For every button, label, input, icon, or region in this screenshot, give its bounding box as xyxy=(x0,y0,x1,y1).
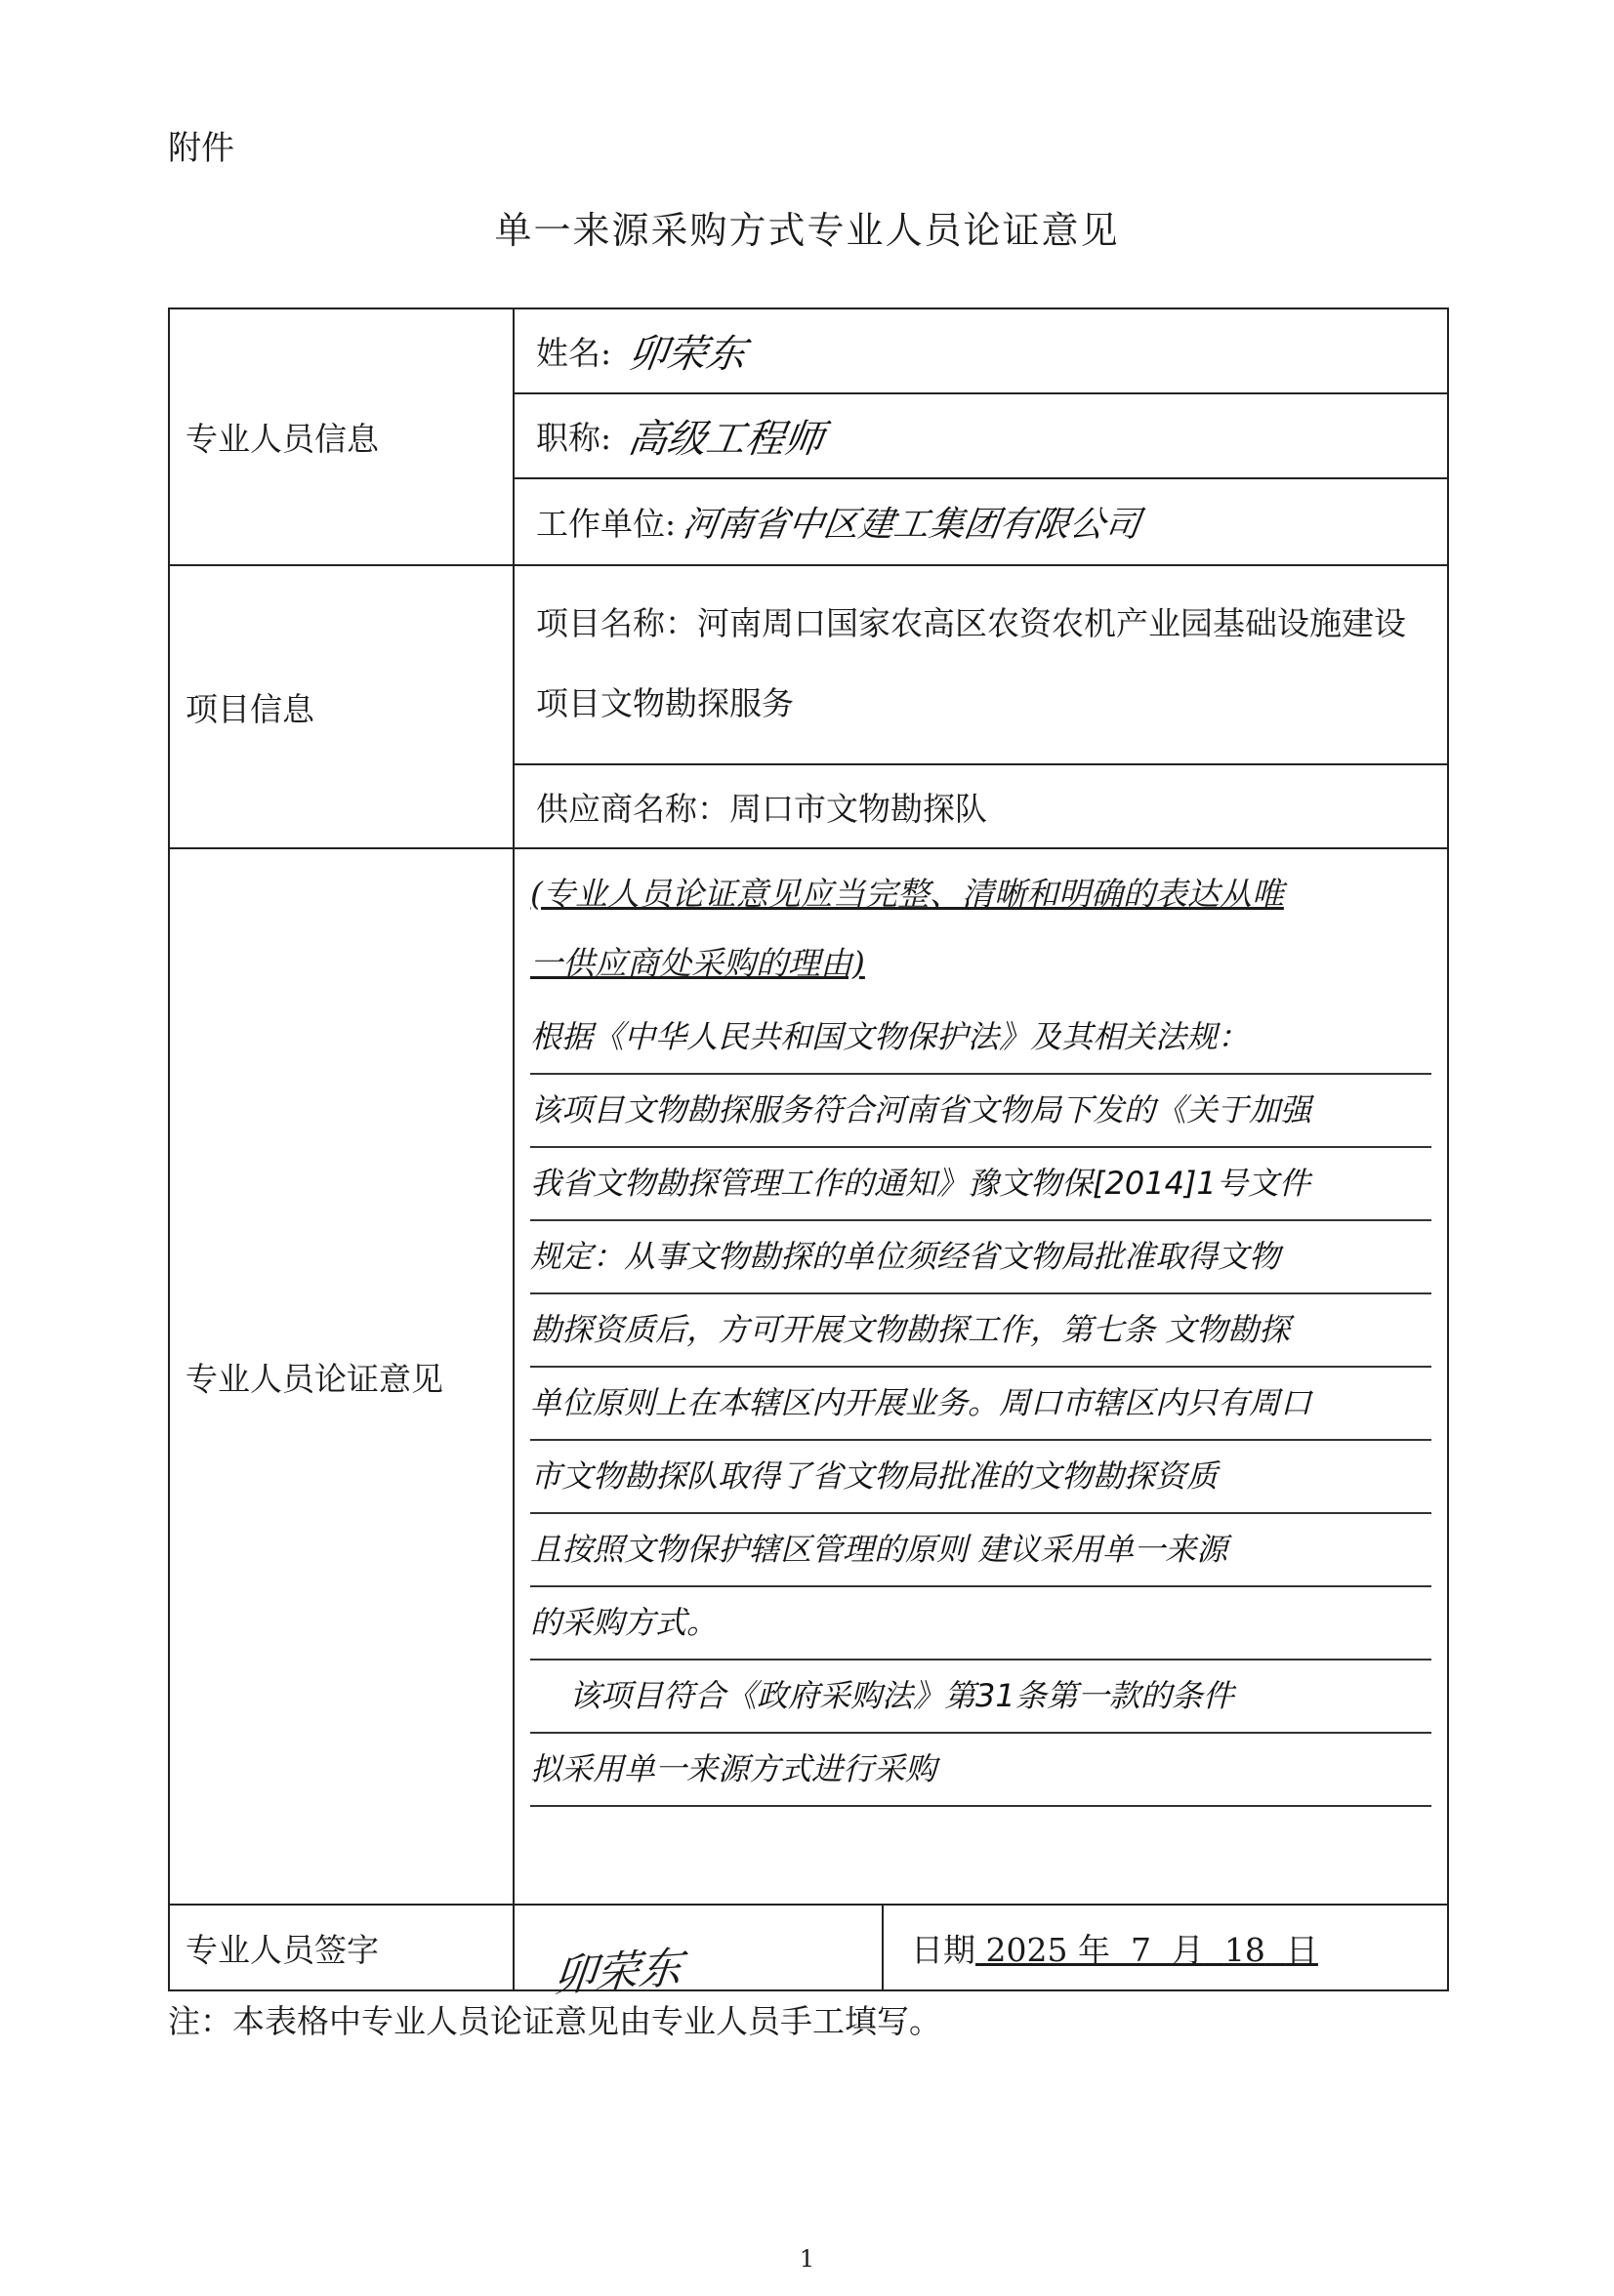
date-label: 日期 xyxy=(911,1930,975,1969)
opinion-line: 单位原则上在本辖区内开展业务。周口市辖区内只有周口 xyxy=(530,1368,1431,1441)
organization-label: 工作单位: xyxy=(536,505,677,543)
expert-info-cell xyxy=(514,308,1448,565)
job-title-handwritten: 高级工程师 xyxy=(625,417,827,462)
document-title: 单一来源采购方式专业人员论证意见 xyxy=(494,209,1120,252)
opinion-line: 的采购方式。 xyxy=(530,1587,1431,1660)
date-field xyxy=(884,1906,1447,1989)
opinion-instruction-line-1: (专业人员论证意见应当完整、清晰和明确的表达从唯 xyxy=(530,875,1284,913)
opinion-line: 我省文物勘探管理工作的通知》豫文物保[2014]1号文件 xyxy=(530,1148,1431,1221)
opinion-label: 专业人员论证意见 xyxy=(169,848,514,1905)
signature-label: 专业人员签字 xyxy=(169,1905,514,1990)
opinion-line: 根据《中华人民共和国文物保护法》及其相关法规： xyxy=(530,1002,1431,1075)
project-name: 项目名称：河南周口国家农高区农资农机产业园基础设施建设项目文物勘探服务 xyxy=(515,566,1447,765)
name-row xyxy=(515,309,1447,394)
organization-row xyxy=(515,479,1447,564)
organization-handwritten: 河南省中区建工集团有限公司 xyxy=(680,505,1143,545)
opinion-line: 且按照文物保护辖区管理的原则 建议采用单一来源 xyxy=(530,1514,1431,1587)
date-month: 7 xyxy=(1130,1930,1151,1969)
date-year: 2025 xyxy=(985,1930,1068,1969)
expert-opinion-form xyxy=(168,308,1449,2002)
project-info-label: 项目信息 xyxy=(169,565,514,848)
name-label: 姓名: xyxy=(536,334,612,372)
supplier-name: 供应商名称：周口市文物勘探队 xyxy=(536,789,987,828)
signature-area xyxy=(515,1906,884,2002)
job-title-row xyxy=(515,394,1447,479)
opinion-line: 该项目符合《政府采购法》第31条第一款的条件 xyxy=(530,1660,1431,1734)
expert-info-label: 专业人员信息 xyxy=(169,308,514,565)
opinion-line: 规定：从事文物勘探的单位须经省文物局批准取得文物 xyxy=(530,1221,1431,1294)
date-month-unit: 月 xyxy=(1171,1930,1204,1969)
handwritten-signature: 卯荣东 xyxy=(550,1943,685,2002)
opinion-cell xyxy=(514,848,1448,1905)
date-year-unit: 年 xyxy=(1077,1930,1110,1969)
opinion-line: 该项目文物勘探服务符合河南省文物局下发的《关于加强 xyxy=(530,1075,1431,1148)
job-title-label: 职称: xyxy=(536,419,612,457)
attachment-label: 附件 xyxy=(168,129,234,168)
signature-cell xyxy=(514,1905,1448,2002)
opinion-line: 勘探资质后，方可开展文物勘探工作，第七条 文物勘探 xyxy=(530,1294,1431,1368)
opinion-line: 市文物勘探队取得了省文物局批准的文物勘探资质 xyxy=(530,1441,1431,1514)
opinion-line: 拟采用单一来源方式进行采购 xyxy=(530,1734,1431,1807)
opinion-instruction-line-2: 一供应商处采购的理由) xyxy=(530,944,865,982)
project-info-cell xyxy=(514,565,1448,848)
footnote: 注：本表格中专业人员论证意见由专业人员手工填写。 xyxy=(168,2002,941,2040)
name-handwritten: 卯荣东 xyxy=(625,332,749,377)
date-day: 18 xyxy=(1223,1930,1265,1969)
opinion-handwritten-text xyxy=(530,1002,1431,1807)
date-day-unit: 日 xyxy=(1285,1930,1318,1969)
page-number: 1 xyxy=(799,2245,815,2273)
